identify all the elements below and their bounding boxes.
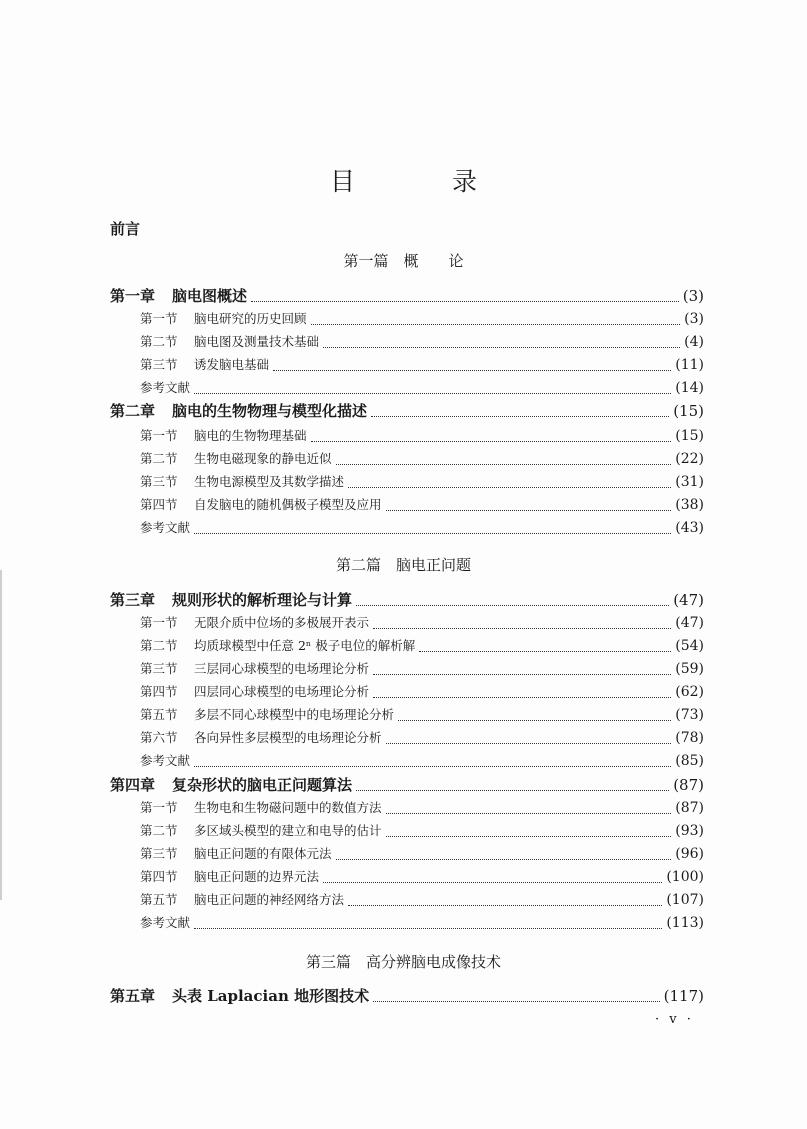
entry-page-number: (78) — [675, 730, 704, 746]
dot-leader — [356, 591, 669, 606]
entry-label — [140, 517, 190, 539]
references-entry — [140, 517, 704, 539]
section-entry — [140, 843, 704, 865]
entry-label — [140, 448, 332, 470]
entry-label — [140, 912, 190, 934]
entry-label — [140, 494, 382, 516]
entry-label — [140, 471, 344, 493]
entry-number: 第二章 — [110, 402, 156, 420]
entry-title: 脑电正问题的神经网络方法 — [194, 892, 345, 907]
section-entry — [140, 448, 704, 470]
entry-title: 脑电图及测量技术基础 — [194, 334, 320, 349]
dot-leader — [386, 822, 672, 837]
dot-leader — [311, 427, 672, 442]
dot-leader — [251, 287, 679, 302]
entry-page-number: (54) — [675, 638, 704, 654]
chapter-entry — [110, 985, 704, 1007]
entry-page-number: (3) — [682, 287, 704, 305]
entry-label — [140, 612, 369, 634]
entry-title: 参考文献 — [140, 380, 191, 395]
entry-number: 第二节 — [140, 334, 178, 349]
entry-page-number: (107) — [666, 892, 704, 908]
entry-label — [140, 866, 319, 888]
entry-title: 脑电的生物物理基础 — [194, 428, 307, 443]
chapter-entry — [110, 589, 704, 611]
entry-number: 第一章 — [110, 287, 156, 305]
section-entry — [140, 425, 704, 447]
references-entry — [140, 377, 704, 399]
dot-leader — [386, 496, 672, 511]
dot-leader — [336, 450, 672, 465]
scan-edge — [0, 570, 2, 900]
entry-label — [140, 681, 369, 703]
entry-title: 各向异性多层模型的电场理论分析 — [194, 730, 382, 745]
entry-page-number: (113) — [666, 915, 704, 931]
dot-leader — [273, 356, 671, 371]
entry-number: 第二节 — [140, 638, 178, 653]
entry-label — [110, 774, 352, 796]
dot-leader — [356, 776, 669, 791]
dot-leader — [373, 683, 671, 698]
entry-page-number: (59) — [675, 661, 704, 677]
entry-page-number: (15) — [675, 428, 704, 444]
section-entry — [140, 635, 704, 657]
entry-title: 脑电的生物物理与模型化描述 — [172, 402, 368, 420]
entry-number: 第四节 — [140, 684, 178, 699]
entry-page-number: (43) — [675, 520, 704, 536]
section-entry — [140, 658, 704, 680]
entry-label — [140, 797, 382, 819]
entry-page-number: (117) — [663, 987, 704, 1005]
page-number: · v · — [655, 1012, 694, 1027]
entry-title: 诱发脑电基础 — [194, 357, 270, 372]
dot-leader — [194, 379, 671, 394]
entry-page-number: (87) — [675, 800, 704, 816]
entry-title: 脑电研究的历史回顾 — [194, 311, 307, 326]
entry-page-number: (73) — [675, 707, 704, 723]
entry-number: 第五节 — [140, 892, 178, 907]
entry-label — [140, 308, 307, 330]
entry-title: 生物电和生物磁问题中的数值方法 — [194, 800, 382, 815]
entry-page-number: (11) — [675, 357, 704, 373]
entry-page-number: (47) — [675, 615, 704, 631]
references-entry — [140, 750, 704, 772]
dot-leader — [419, 637, 671, 652]
entry-title: 脑电图概述 — [172, 287, 248, 305]
section-entry — [140, 681, 704, 703]
entry-label — [140, 727, 382, 749]
section-entry — [140, 308, 704, 330]
dot-leader — [373, 614, 671, 629]
entry-title: 脑电正问题的边界元法 — [194, 869, 320, 884]
section-entry — [140, 820, 704, 842]
entry-page-number: (47) — [673, 591, 704, 609]
part-heading-2: 第二篇 脑电正问题 — [335, 556, 471, 574]
page-title: 目 录 — [329, 167, 513, 196]
entry-number: 第一节 — [140, 615, 178, 630]
entry-label — [140, 425, 307, 447]
entry-title: 四层同心球模型的电场理论分析 — [194, 684, 370, 699]
entry-title: 生物电磁现象的静电近似 — [194, 451, 332, 466]
section-entry — [140, 494, 704, 516]
dot-leader — [371, 402, 669, 417]
entry-label — [110, 985, 369, 1007]
dot-leader — [336, 845, 672, 860]
entry-page-number: (62) — [675, 684, 704, 700]
section-entry — [140, 866, 704, 888]
entry-number: 第四章 — [110, 776, 156, 794]
dot-leader — [348, 891, 662, 906]
chapter-entry — [110, 400, 704, 422]
chapter-entry — [110, 774, 704, 796]
entry-title: 复杂形状的脑电正问题算法 — [172, 776, 353, 794]
entry-number: 第六节 — [140, 730, 178, 745]
entry-number: 第四节 — [140, 869, 178, 884]
entry-label — [140, 889, 344, 911]
dot-leader — [194, 519, 671, 534]
dot-leader — [348, 473, 671, 488]
entry-title: 参考文献 — [140, 520, 191, 535]
entry-number: 第一节 — [140, 311, 178, 326]
entry-number: 第一节 — [140, 428, 178, 443]
entry-label — [140, 704, 394, 726]
entry-title: 头表 Laplacian 地形图技术 — [172, 987, 370, 1005]
entry-page-number: (38) — [675, 497, 704, 513]
entry-number: 第三节 — [140, 846, 178, 861]
dot-leader — [323, 868, 662, 883]
entry-title: 多层不同心球模型中的电场理论分析 — [194, 707, 395, 722]
entry-label — [110, 285, 247, 307]
section-entry — [140, 797, 704, 819]
entry-label — [140, 354, 269, 376]
entry-title: 三层同心球模型的电场理论分析 — [194, 661, 370, 676]
section-entry — [140, 612, 704, 634]
dot-leader — [373, 660, 671, 675]
section-entry — [140, 354, 704, 376]
entry-title: 脑电正问题的有限体元法 — [194, 846, 332, 861]
preface-heading: 前言 — [110, 220, 141, 238]
dot-leader — [398, 706, 671, 721]
dot-leader — [194, 752, 671, 767]
entry-label — [110, 400, 367, 422]
entry-title: 规则形状的解析理论与计算 — [172, 591, 353, 609]
section-entry — [140, 889, 704, 911]
entry-number: 第二节 — [140, 823, 178, 838]
dot-leader — [311, 310, 681, 325]
entry-page-number: (4) — [684, 334, 704, 350]
references-entry — [140, 912, 704, 934]
entry-label — [140, 635, 415, 657]
section-entry — [140, 471, 704, 493]
entry-page-number: (85) — [675, 753, 704, 769]
entry-number: 第三章 — [110, 591, 156, 609]
section-entry — [140, 704, 704, 726]
entry-title: 生物电源模型及其数学描述 — [194, 474, 345, 489]
entry-number: 第二节 — [140, 451, 178, 466]
entry-label — [140, 331, 319, 353]
dot-leader — [194, 914, 662, 929]
entry-label — [140, 658, 369, 680]
entry-page-number: (22) — [675, 451, 704, 467]
entry-number: 第三节 — [140, 661, 178, 676]
dot-leader — [373, 987, 660, 1002]
part-heading-1: 第一篇 概 论 — [343, 252, 464, 270]
entry-title: 参考文献 — [140, 753, 191, 768]
entry-number: 第五节 — [140, 707, 178, 722]
entry-page-number: (87) — [673, 776, 704, 794]
entry-number: 第三节 — [140, 474, 178, 489]
entry-number: 第四节 — [140, 497, 178, 512]
chapter-entry — [110, 285, 704, 307]
section-entry — [140, 727, 704, 749]
section-entry — [140, 331, 704, 353]
entry-page-number: (3) — [684, 311, 704, 327]
dot-leader — [386, 729, 672, 744]
entry-label — [140, 820, 382, 842]
entry-label — [140, 750, 190, 772]
entry-label — [140, 377, 190, 399]
entry-page-number: (14) — [675, 380, 704, 396]
entry-title: 自发脑电的随机偶极子模型及应用 — [194, 497, 382, 512]
dot-leader — [386, 799, 672, 814]
entry-title: 参考文献 — [140, 915, 191, 930]
entry-title: 均质球模型中任意 2ⁿ 极子电位的解析解 — [194, 638, 416, 653]
entry-page-number: (15) — [673, 402, 704, 420]
entry-page-number: (93) — [675, 823, 704, 839]
entry-page-number: (100) — [666, 869, 704, 885]
entry-number: 第一节 — [140, 800, 178, 815]
entry-label — [140, 843, 332, 865]
entry-label — [110, 589, 352, 611]
dot-leader — [323, 333, 680, 348]
part-heading-3: 第三篇 高分辨脑电成像技术 — [305, 953, 501, 971]
entry-page-number: (31) — [675, 474, 704, 490]
entry-number: 第五章 — [110, 987, 156, 1005]
entry-title: 无限介质中位场的多极展开表示 — [194, 615, 370, 630]
entry-number: 第三节 — [140, 357, 178, 372]
entry-title: 多区域头模型的建立和电导的估计 — [194, 823, 382, 838]
entry-page-number: (96) — [675, 846, 704, 862]
